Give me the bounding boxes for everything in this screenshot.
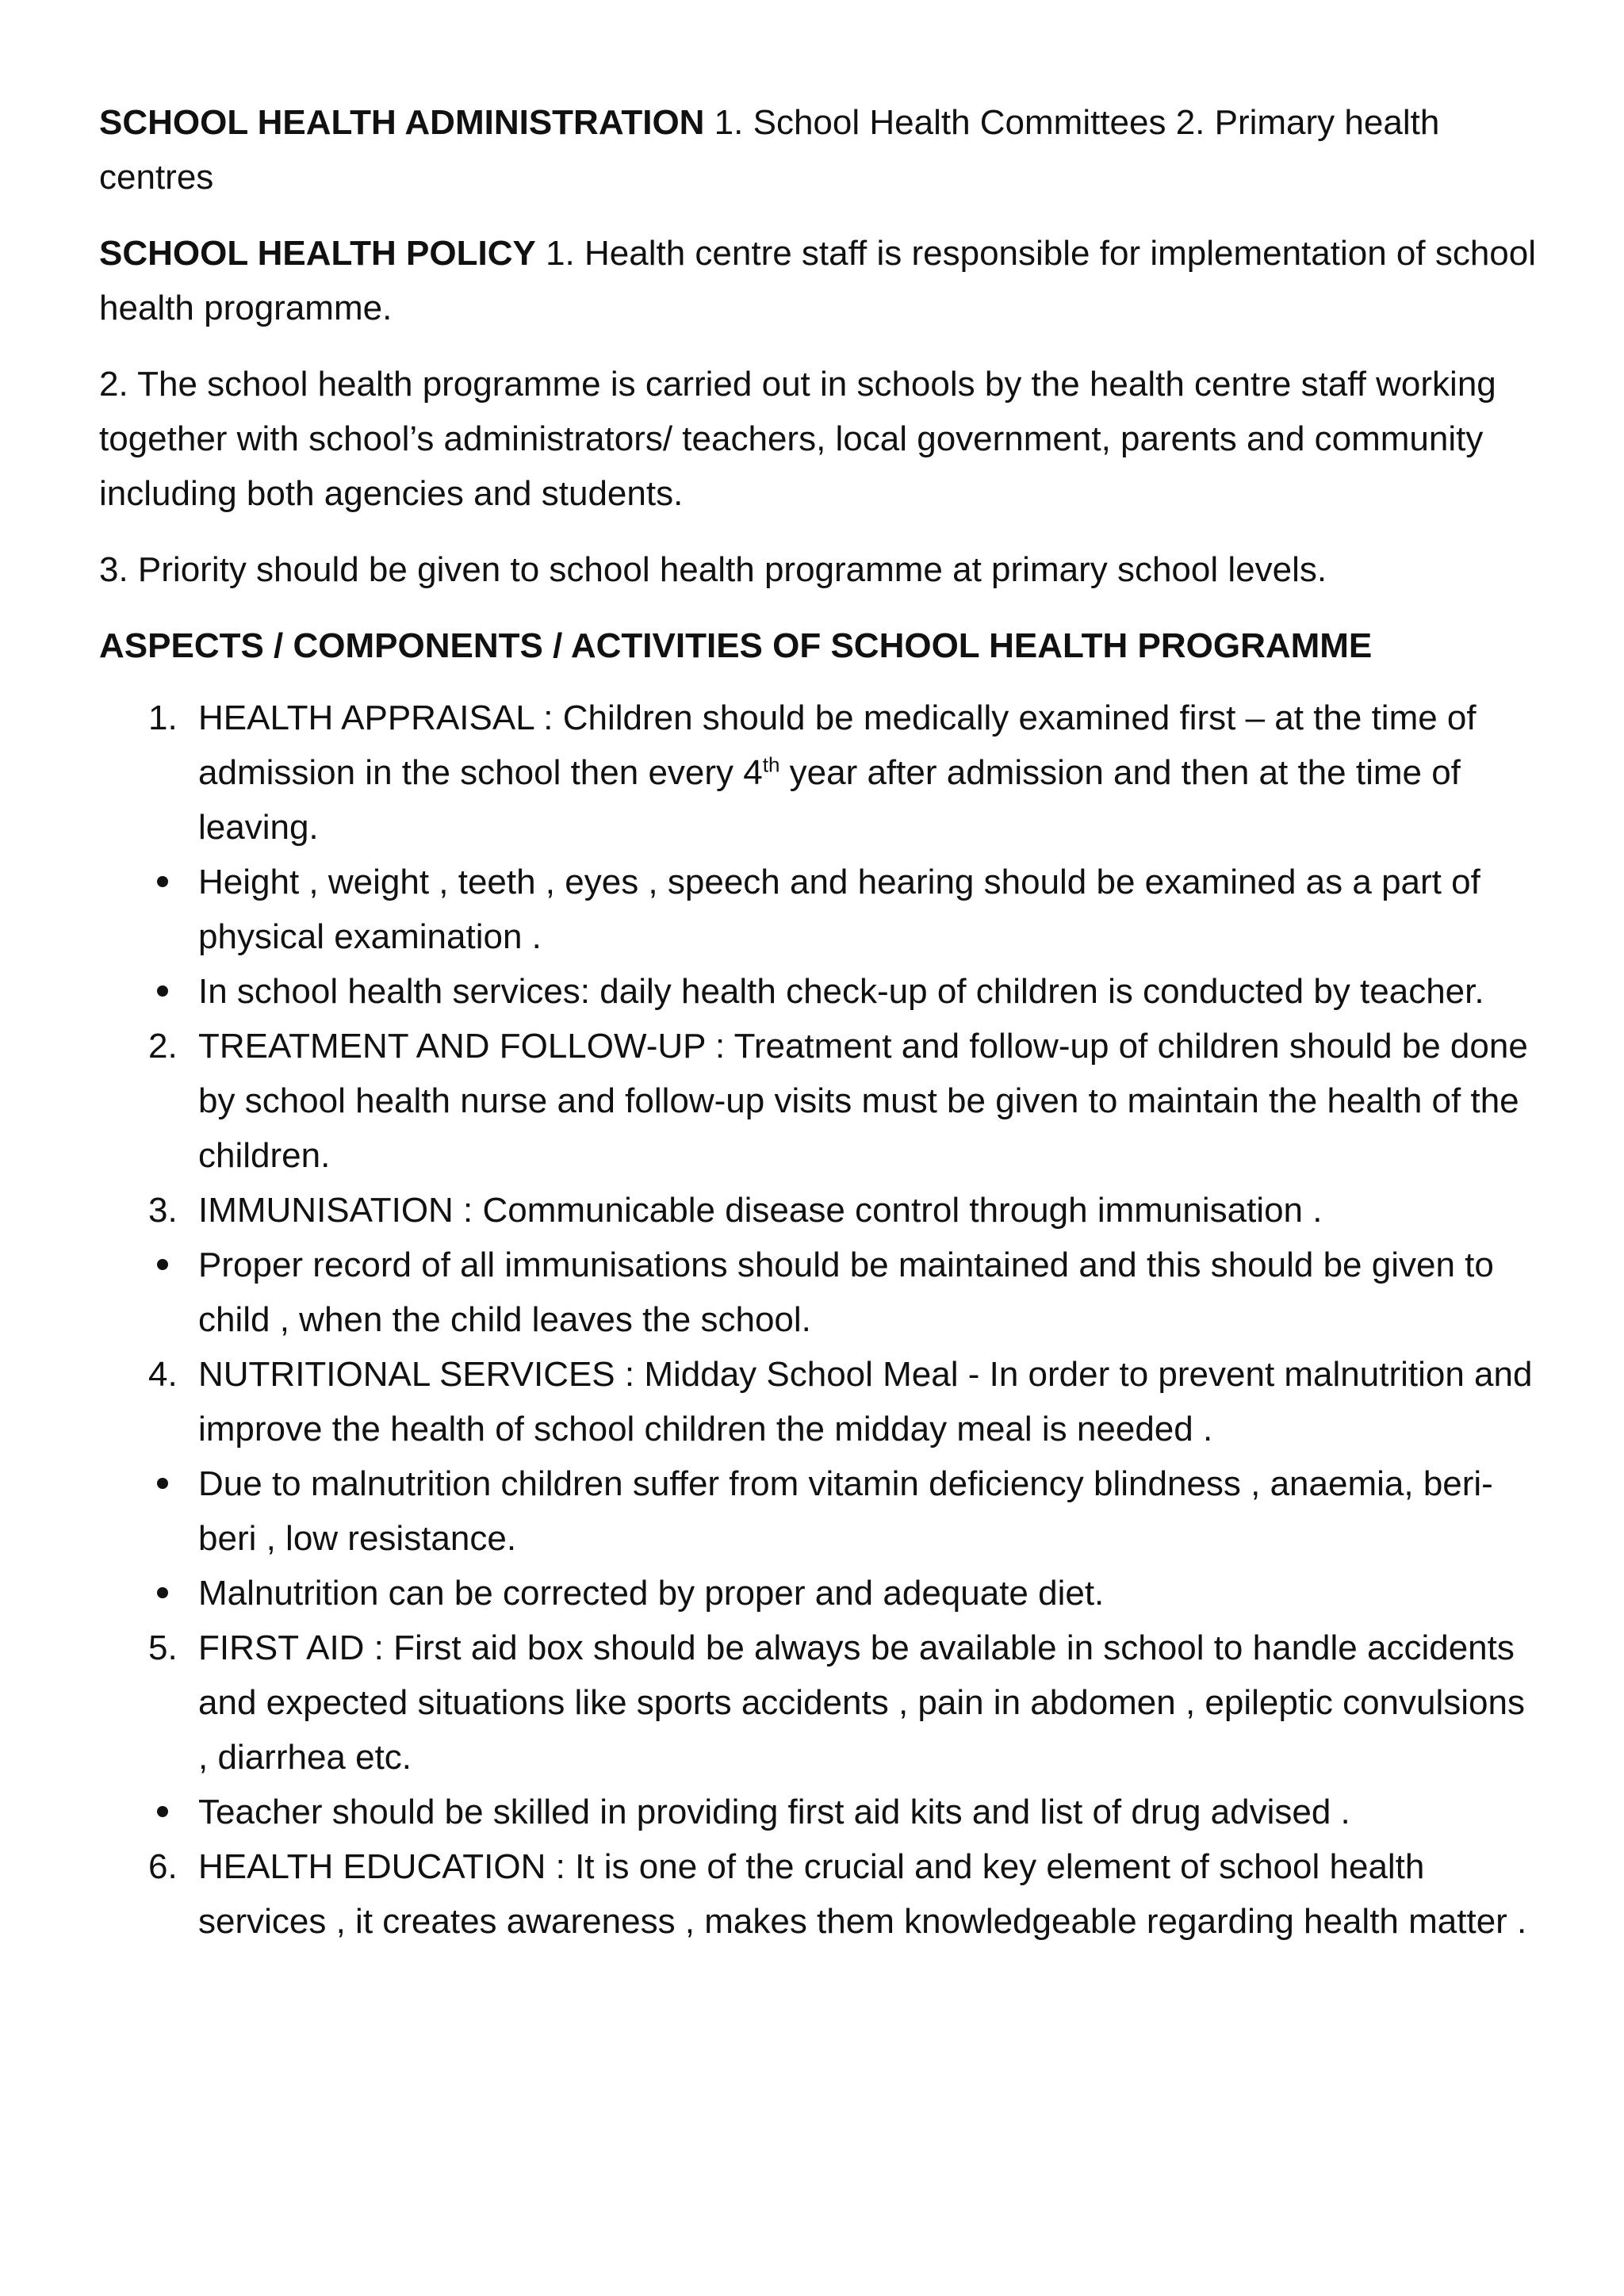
list-item-text: Height , weight , teeth , eyes , speech and hearing should be examined as a part of physical examination . xyxy=(198,863,1480,956)
list-number: 4. xyxy=(148,1355,178,1394)
list-item-text: NUTRITIONAL SERVICES : Midday School Meal - In order to prevent malnutrition and improve the health of school children the midday meal is needed . xyxy=(198,1355,1533,1448)
admin-heading: SCHOOL HEALTH ADMINISTRATION xyxy=(99,103,705,142)
list-item xyxy=(99,1183,1537,1238)
policy-heading: SCHOOL HEALTH POLICY xyxy=(99,234,536,273)
aspects-list xyxy=(99,691,1537,1949)
list-item xyxy=(99,1621,1537,1785)
bullet-icon xyxy=(157,1587,168,1598)
bullet-icon xyxy=(157,985,168,997)
policy-point-2: 2. The school health programme is carried out in schools by the health centre staff working together with school’s administrators/ teachers, local government, parents and community including both agencies and students. xyxy=(99,365,1496,513)
policy-point-3: 3. Priority should be given to school health programme at primary school levels. xyxy=(99,550,1327,589)
list-item xyxy=(99,1019,1537,1183)
list-item xyxy=(99,1238,1537,1347)
list-number: 1. xyxy=(148,698,178,737)
list-item-text: HEALTH APPRAISAL : Children should be medically examined first – at the time of admission in the school then every 4 xyxy=(198,698,1477,792)
list-item xyxy=(99,1566,1537,1621)
admin-text: 1. School Health Committees 2. Primary health centres xyxy=(99,103,1440,197)
list-item-text: Due to malnutrition children suffer from vitamin deficiency blindness , anaemia, beri-beri , low resistance. xyxy=(198,1464,1493,1558)
list-number: 6. xyxy=(148,1847,178,1886)
bullet-icon xyxy=(157,876,168,887)
bullet-icon xyxy=(157,1478,168,1489)
list-number: 5. xyxy=(148,1628,178,1667)
list-item-text: Malnutrition can be corrected by proper and adequate diet. xyxy=(198,1574,1105,1613)
list-number: 3. xyxy=(148,1191,178,1230)
list-number: 2. xyxy=(148,1027,178,1066)
list-item xyxy=(99,1785,1537,1839)
list-item-text: HEALTH EDUCATION : It is one of the crucial and key element of school health services , it creates awareness , makes them knowledgeable regarding health matter . xyxy=(198,1847,1527,1941)
list-item-text: IMMUNISATION : Communicable disease control through immunisation . xyxy=(198,1191,1323,1230)
list-item xyxy=(99,964,1537,1019)
list-item-text: Proper record of all immunisations should be maintained and this should be given to child , when the child leaves the school. xyxy=(198,1246,1494,1339)
bullet-icon xyxy=(157,1806,168,1817)
aspects-heading: ASPECTS / COMPONENTS / ACTIVITIES OF SCHOOL HEALTH PROGRAMME xyxy=(99,626,1373,665)
admin-paragraph xyxy=(99,95,1537,205)
list-item xyxy=(99,1347,1537,1456)
policy-paragraph xyxy=(99,226,1537,335)
list-item-text: FIRST AID : First aid box should be always be available in school to handle accidents and expected situations like sports accidents , pain in abdomen , epileptic convulsions , diarrhea etc. xyxy=(198,1628,1525,1777)
list-item-text-continued: year after admission and then at the time of leaving. xyxy=(198,753,1461,847)
superscript: th xyxy=(762,752,780,777)
bullet-icon xyxy=(157,1259,168,1270)
policy-text-1: 1. Health centre staff is responsible for implementation of school health programme. xyxy=(99,234,1537,327)
list-item xyxy=(99,1456,1537,1566)
list-item xyxy=(99,691,1537,855)
list-item xyxy=(99,1839,1537,1949)
list-item-text: Teacher should be skilled in providing first aid kits and list of drug advised . xyxy=(198,1793,1350,1831)
list-item-text: In school health services: daily health check-up of children is conducted by teacher. xyxy=(198,972,1484,1011)
list-item xyxy=(99,855,1537,964)
list-item-text: TREATMENT AND FOLLOW-UP : Treatment and follow-up of children should be done by school health nurse and follow-up visits must be given to maintain the health of the children. xyxy=(198,1027,1528,1175)
